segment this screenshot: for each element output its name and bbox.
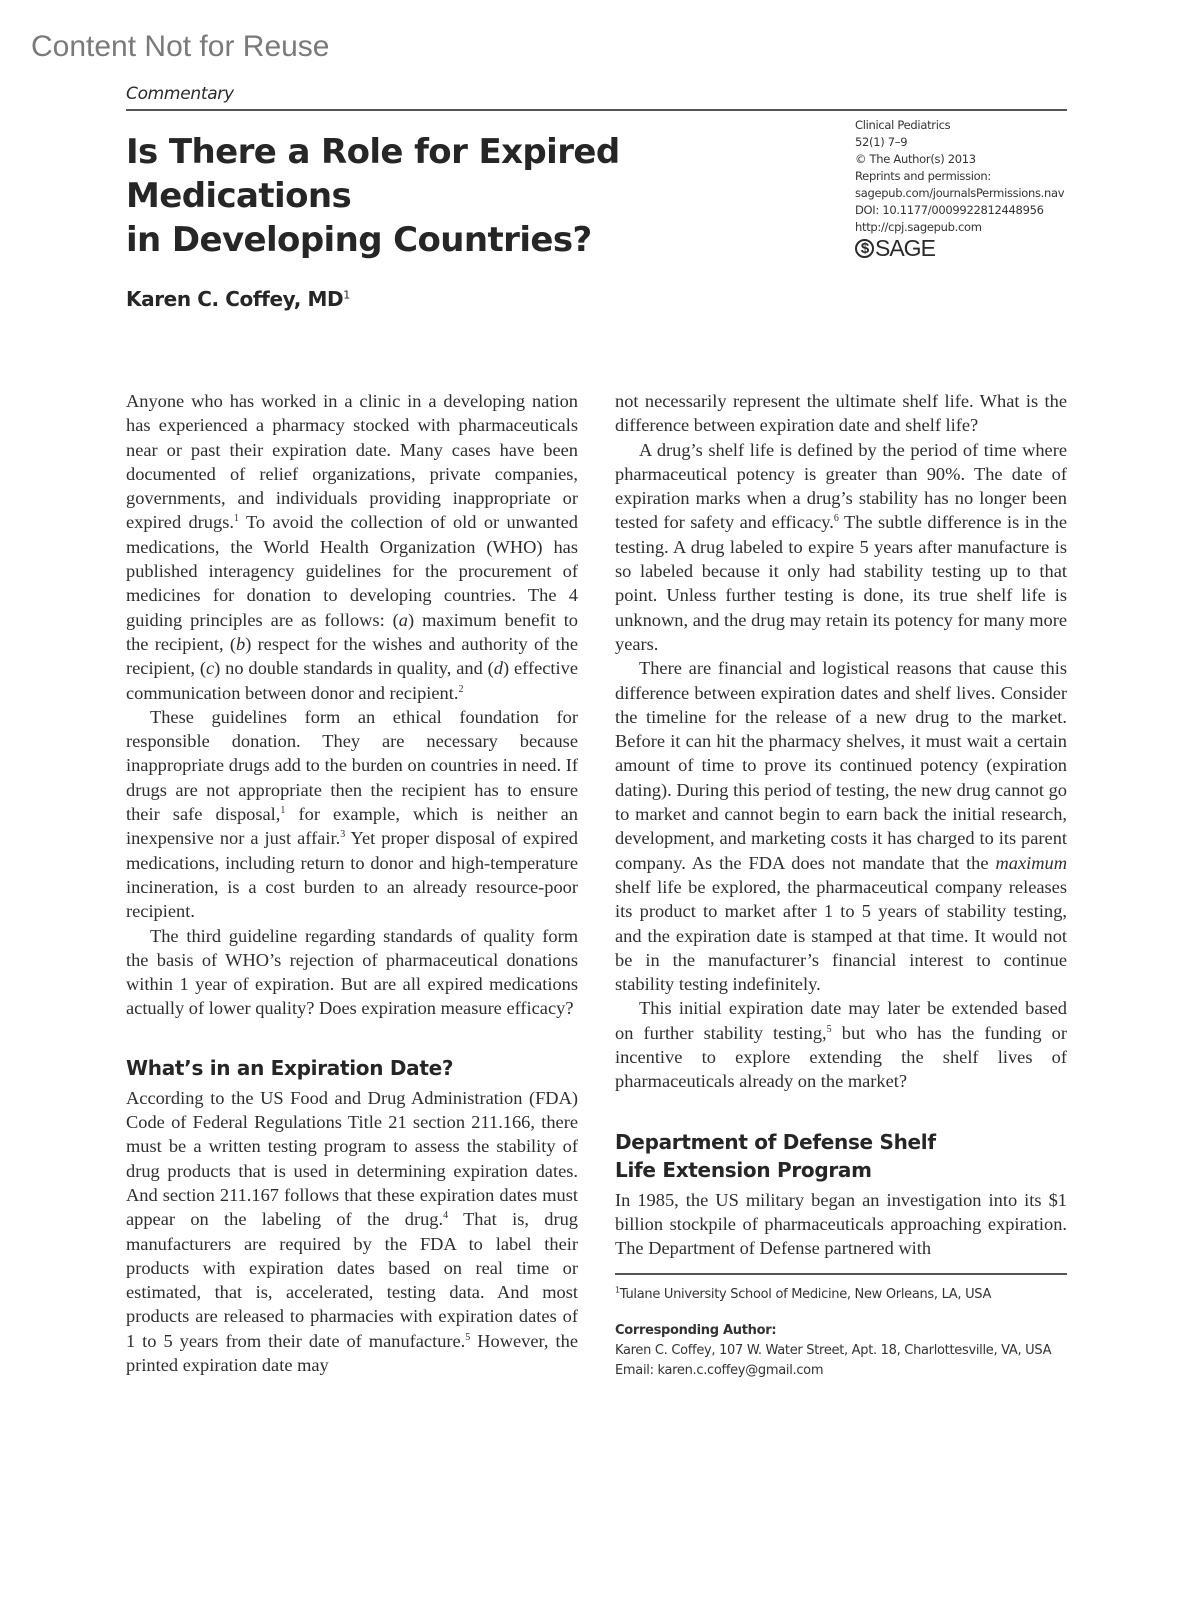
right-column: [615, 389, 1067, 1381]
section-heading-dod-program: [615, 1128, 1067, 1184]
citation[interactable]: 1: [233, 513, 239, 525]
paragraph-6: [615, 656, 1067, 996]
corresponding-author-email[interactable]: Email: karen.c.coffey@gmail.com: [615, 1362, 824, 1378]
text: ) maximum benefit to the recipient, (: [126, 609, 579, 654]
text: ) effective communication between donor and recipient.: [126, 658, 578, 703]
text: for example, which is neither an inexpensive nor a just affair.: [126, 804, 578, 849]
list-marker: a: [398, 609, 408, 630]
paragraph-1: [126, 389, 578, 705]
journal-name: Clinical Pediatrics: [855, 118, 951, 132]
text: There are financial and logistical reasons that cause this difference between expiration dates and shelf lives. Consider the timeline for the release of a new drug to the market. Before it can hit the pharmacy shelves, it must wait a certain amount of time to prove its continued potency (expiration dating). During this period of testing, the new drug cannot go to market and cannot begin to earn back the initial research, development, and marketing costs it has charged to its parent company. As the FDA does not mandate that the: [615, 658, 1067, 873]
paragraph-3: The third guideline regarding standards of quality form the basis of WHO’s rejection of pharmaceutical donations within 1 year of expiration. But are all expired medications actually of lower quality? Does expiration measure efficacy?: [126, 925, 578, 1019]
citation[interactable]: 1: [280, 804, 286, 816]
journal-url[interactable]: http://cpj.sagepub.com: [855, 220, 982, 234]
header-rule: [126, 109, 1067, 111]
sage-dollar-icon: $: [855, 239, 874, 258]
permissions-link[interactable]: sagepub.com/journalsPermissions.nav: [855, 186, 1065, 200]
citation[interactable]: 4: [443, 1210, 449, 1222]
citation[interactable]: 2: [458, 683, 464, 695]
journal-volume: 52(1) 7–9: [855, 135, 908, 149]
publisher-logo: [855, 235, 1064, 261]
article-title: [126, 130, 826, 262]
copyright: © The Author(s) 2013: [855, 152, 976, 166]
left-column: [126, 389, 578, 1377]
text: Anyone who has worked in a clinic in a developing nation has experienced a pharmacy stocked with pharmaceuticals near or past their expiration date. Many cases have been documented of relief organizations, private companies, governments, and individuals providing inappropriate or expired drugs.: [126, 391, 578, 533]
heading-line-1: Department of Defense Shelf: [615, 1129, 936, 1154]
corresponding-author-label: Corresponding Author:: [615, 1322, 777, 1338]
text: This initial expiration date may later be extended based on further stability testing,: [615, 998, 1067, 1043]
paragraph-8: In 1985, the US military began an investigation into its $1 billion stockpile of pharmaceuticals approaching expiration. The Department of Defense partnered with: [615, 1189, 1067, 1259]
author-affil-mark: 1: [343, 288, 350, 302]
text: To avoid the collection of old or unwanted medications, the World Health Organization (WHO) has published interagency guidelines for the procurement of medicines for donation to developing countries. The 4 guiding principles are as follows: (: [126, 512, 578, 630]
footnote-rule: [615, 1273, 1067, 1275]
corresponding-author-address: Karen C. Coffey, 107 W. Water Street, Apt. 18, Charlottesville, VA, USA: [615, 1342, 1052, 1358]
text: not necessarily represent the ultimate shelf life. What is the difference between expiration date and shelf life?: [615, 391, 1067, 436]
text: A drug’s shelf life is defined by the period of time where pharmaceutical potency is greater than 90%. The date of expiration marks when a drug’s stability has no longer been tested for safety and efficacy.: [615, 439, 1067, 533]
paragraph-4-continued: [615, 389, 1067, 438]
author-text: Karen C. Coffey, MD: [126, 287, 344, 311]
text: These guidelines form an ethical foundation for responsible donation. They are necessary because inappropriate drugs add to the burden on countries in need. If drugs are not appropriate then the recipient has to ensure their safe disposal,: [126, 706, 578, 825]
paragraph-4: [126, 1086, 578, 1378]
heading-line-2: Life Extension Program: [615, 1157, 872, 1182]
section-label: Commentary: [126, 84, 234, 104]
text: but who has the funding or incentive to explore extending the shelf lives of pharmaceuticals already on the market?: [615, 1022, 1067, 1092]
citation[interactable]: 5: [826, 1023, 832, 1035]
citation[interactable]: 6: [833, 513, 839, 525]
journal-meta: [855, 117, 1065, 261]
reprints-label: Reprints and permission:: [855, 169, 991, 183]
section-heading-expiration-date: What’s in an Expiration Date?: [126, 1055, 454, 1080]
paragraph-7: [615, 996, 1067, 1093]
text: shelf life be explored, the pharmaceutical company releases its product to market after 1 to 5 years of stability testing, and the expiration date is stamped at that time. It would not be in the manufacturer’s financial interest to continue stability testing indefinitely.: [615, 876, 1067, 995]
list-marker: b: [236, 633, 246, 654]
text: The subtle difference is in the testing. A drug labeled to expire 5 years after manufacture is so labeled because it only had stability testing up to that point. Unless further testing is done, its true shelf life is unknown, and the drug may retain its potency for many more years.: [615, 512, 1067, 654]
text: Yet proper disposal of expired medications, including return to donor and high-temperature incineration, is a cost burden to an already resource-poor recipient.: [126, 828, 578, 922]
affiliation-footnote: [615, 1285, 1067, 1305]
doi[interactable]: DOI: 10.1177/0009922812448956: [855, 203, 1044, 217]
text: However, the printed expiration date may: [126, 1330, 578, 1375]
watermark: Content Not for Reuse: [31, 30, 330, 63]
list-marker: c: [205, 658, 215, 679]
text: ) respect for the wishes and authority of the recipient, (: [126, 633, 578, 679]
title-line-2: in Developing Countries?: [126, 220, 592, 260]
text: According to the US Food and Drug Administration (FDA) Code of Federal Regulations Title 21 section 211.166, there must be a written testing program to assess the stability of drug products that is used in determining expiration dates. And section 211.167 follows that these expiration dates must appear on the labeling of the drug.: [126, 1087, 578, 1230]
title-line-1: Is There a Role for Expired Medications: [126, 132, 620, 216]
paragraph-5: [615, 438, 1067, 657]
list-marker: d: [493, 658, 503, 679]
paragraph-2: [126, 705, 578, 924]
author-name: [126, 287, 350, 311]
citation[interactable]: 5: [465, 1331, 471, 1343]
affil-mark: 1: [615, 1285, 620, 1295]
publisher-name: SAGE: [875, 235, 935, 261]
text: That is, drug manufacturers are required by the FDA to label their products with expiration dates based on real time or estimated, that is, accelerated, testing data. And most products are released to pharmacies with expiration dates of 1 to 5 years from their date of manufacture.: [126, 1209, 578, 1351]
citation[interactable]: 3: [340, 829, 346, 841]
emphasis: maximum: [995, 852, 1067, 873]
text: ) no double standards in quality, and (: [214, 658, 494, 679]
affiliation-text: Tulane University School of Medicine, New Orleans, LA, USA: [619, 1286, 992, 1302]
